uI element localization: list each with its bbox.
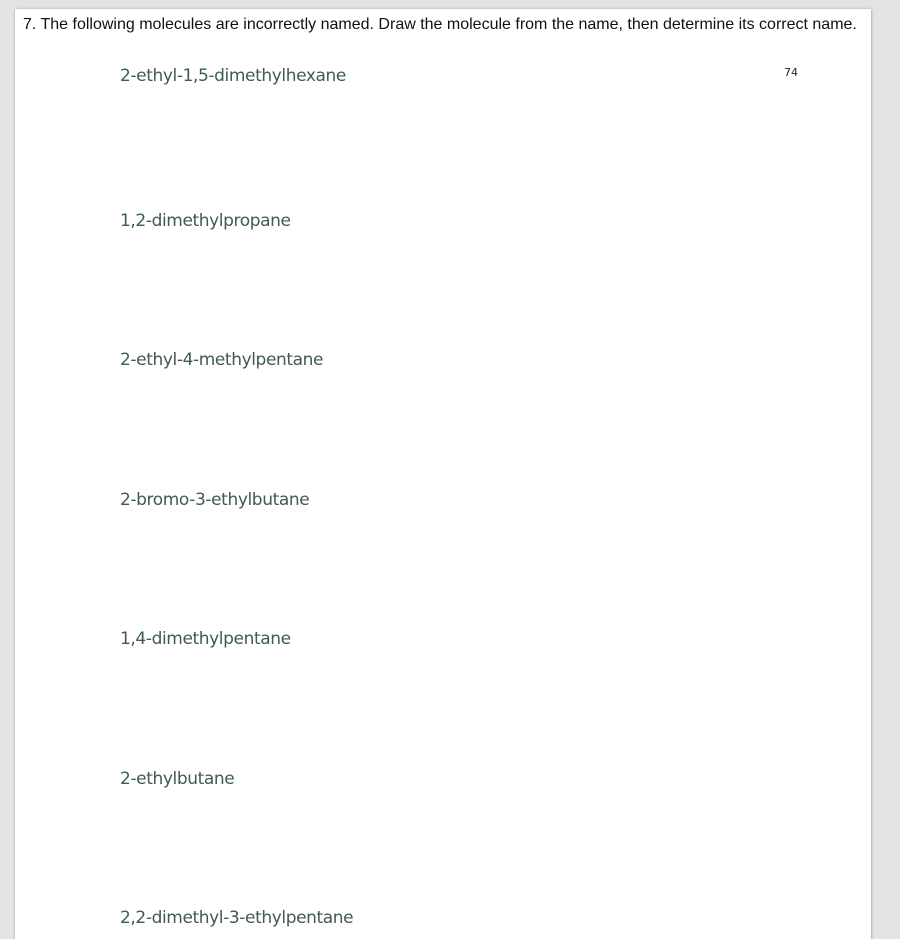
molecule-name-1: 2-ethyl-1,5-dimethylhexane <box>120 66 346 86</box>
question-text: 7. The following molecules are incorrectly named. Draw the molecule from the name, then determine its correct name. <box>23 16 857 33</box>
molecule-name-7: 2,2-dimethyl-3-ethylpentane <box>120 908 354 928</box>
molecule-name-4: 2-bromo-3-ethylbutane <box>120 490 310 510</box>
molecule-name-6: 2-ethylbutane <box>120 769 235 789</box>
page-number: 74 <box>784 66 798 79</box>
molecule-name-3: 2-ethyl-4-methylpentane <box>120 350 324 370</box>
molecule-name-2: 1,2-dimethylpropane <box>120 211 291 231</box>
document-page <box>15 9 871 939</box>
molecule-name-5: 1,4-dimethylpentane <box>120 629 291 649</box>
